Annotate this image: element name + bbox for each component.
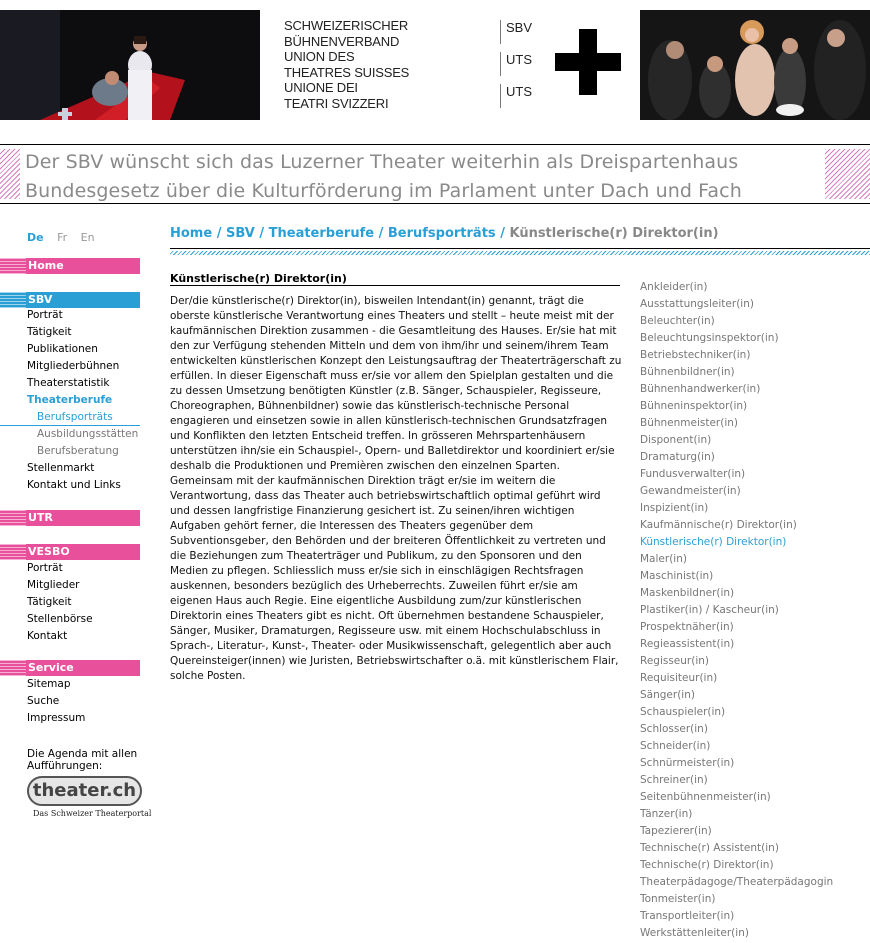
breadcrumb-separator: / (259, 226, 265, 241)
profession-link[interactable]: Dramaturg(in) (640, 451, 715, 463)
nav-item-publikationen[interactable]: Publikationen (27, 343, 98, 355)
profession-link[interactable]: Plastiker(in) / Kascheur(in) (640, 604, 779, 616)
breadcrumb-hatch-decoration (170, 251, 870, 255)
profession-link[interactable]: Ankleider(in) (640, 281, 708, 293)
breadcrumb-home[interactable]: Home (170, 226, 213, 241)
profession-link[interactable]: Technische(r) Assistent(in) (640, 842, 779, 854)
profession-link[interactable]: Technische(r) Direktor(in) (640, 859, 774, 871)
breadcrumb-berufsportraets[interactable]: Berufsporträts (387, 226, 496, 241)
article-body: Der/die künstlerische(r) Direktor(in), bisweilen Intendant(in) genannt, trägt die oberste künstlerische Verantwortung eines Theaters und stellt – heute meist mit der kaufmännischen Direktion zusammen - die Gesamtleitung des Hauses. Er/sie hat mit den zur Verfügung stehenden Mitteln und dem von ihm/ihr und seinem/ihrem Team entwickelten künstlerischen Konzept den Leistungsauftrag der Theaterträgerschaft zu erfüllen. In dieser Eigenschaft muss er/sie vor allem den Spielplan gestalten und die zu dessen Umsetzung benötigten Künstler (z.B. Sänger, Schauspieler, Regisseure, Choreographen, Bühnenbildner) sowie das künstlerisch-technische Personal engagieren und einsetzen sowie in allen künstlerisch-technischen Grundsatzfragen und Konflikten den letzten Entscheid treffen. In grösseren Mehrspartenhäusern unterstützen ihn/sie ein Schauspiel-, Opern- und Balletdirektor und koordiniert er/sie deshalb die Produktionen und Premièren zwischen den einzelnen Sparten. Gemeinsam mit der kaufmännischen Direktion trägt er/sie im weitern die Verantwortung, dass das Theater auch betriebswirtschaftlich optimal geführt wird und dessen langfristige Finanzierung gesichert ist. Zu seinen/ihren wichtigen Aufgaben gehört ferner, die Interessen des Theaters gegenüber dem Subventionsgeber, den Behörden und der breiteren Öffentlichkeit zu vertreten und die Beziehungen zum Theaterträger und Publikum, zu den Sponsoren und den Medien zu pflegen. Schliesslich muss er/sie sich in einschlägigen Rechtsfragen auskennen, besonders bezüglich des Urheberrechts. Zuweilen führt er/sie am eigenen Haus auch Regie. Eine eigentliche Ausbildung zum/zur künstlerischen Direktorin eines Theaters gibt es nicht. Oft übernehmen bestandene Schauspieler, Sänger, Musiker, Dramaturgen, Regisseure usw. mit einem Hochschulabschluss in Sprach-, Literatur-, Kunst-, Theater- oder Musikwissenschaft, gelegentlich aber auch Quereinsteiger(innen) wie Juristen, Betriebswirtschafter o.ä. mit künstlerischem Flair, solche Posten. (170, 295, 622, 682)
ticker-headline[interactable]: Der SBV wünscht sich das Luzerner Theater weiterhin als Dreispartenhaus (25, 151, 739, 173)
ticker-hatch-decoration (825, 149, 870, 199)
nav-utr[interactable]: UTR (0, 510, 140, 526)
breadcrumb-separator: / (500, 226, 505, 241)
profession-link[interactable]: Tänzer(in) (640, 808, 693, 820)
lang-de-link[interactable]: De (27, 231, 44, 244)
breadcrumb-current: Künstlerische(r) Direktor(in) (509, 226, 719, 241)
org-name-line: SCHWEIZERISCHER (284, 18, 409, 33)
swiss-cross-logo[interactable] (555, 29, 621, 95)
profession-link[interactable]: Theaterpädagoge/Theaterpädagogin (640, 876, 834, 888)
profession-link[interactable]: Maskenbildner(in) (640, 587, 735, 599)
profession-link[interactable]: Schnürmeister(in) (640, 757, 735, 769)
theater-ch-tagline: Das Schweizer Theaterportal (33, 809, 152, 818)
profession-link[interactable]: Schauspieler(in) (640, 706, 726, 718)
profession-link[interactable]: Ausstattungsleiter(in) (640, 298, 754, 310)
divider (500, 84, 501, 108)
org-name-line: UNIONE DEI (284, 80, 358, 96)
page-title: Künstlerische(r) Direktor(in) (170, 272, 347, 285)
nav-sbv-list (27, 307, 138, 494)
nav-item-stellenmarkt[interactable]: Stellenmarkt (27, 462, 95, 474)
abbr-uts-2: UTS (506, 84, 532, 99)
divider (500, 20, 501, 44)
header-photo-opera-scene (0, 10, 260, 120)
profession-link[interactable]: Schreiner(in) (640, 774, 708, 786)
nav-item-stellenboerse[interactable]: Stellenbörse (27, 613, 93, 625)
nav-item-vesbo-kontakt[interactable]: Kontakt (27, 630, 68, 642)
profession-link[interactable]: Schlosser(in) (640, 723, 708, 735)
nav-subitem-berufsberatung[interactable]: Berufsberatung (37, 445, 119, 457)
nav-item-mitglieder[interactable]: Mitglieder (27, 579, 80, 591)
breadcrumb-separator: / (216, 226, 222, 241)
profession-link[interactable]: Beleuchtungsinspektor(in) (640, 332, 779, 344)
profession-link[interactable]: Kaufmännische(r) Direktor(in) (640, 519, 797, 531)
org-name-line: BÜHNENVERBAND (284, 33, 400, 49)
profession-link[interactable]: Künstlerische(r) Direktor(in) (640, 536, 787, 548)
breadcrumb-theaterberufe[interactable]: Theaterberufe (268, 226, 375, 241)
profession-link[interactable]: Tapezierer(in) (640, 825, 712, 837)
ticker-hatch-decoration (0, 149, 20, 199)
theater-ch-logo-text: theater.ch (27, 776, 142, 806)
profession-link[interactable]: Bühnenhandwerker(in) (640, 383, 761, 395)
nav-subitem-ausbildungsstaetten[interactable]: Ausbildungsstätten (37, 428, 139, 440)
profession-link[interactable]: Gewandmeister(in) (640, 485, 741, 497)
profession-link[interactable]: Bühnenmeister(in) (640, 417, 739, 429)
profession-link[interactable]: Regieassistent(in) (640, 638, 735, 650)
nav-vesbo[interactable]: VESBO (0, 544, 140, 560)
nav-service-list (27, 676, 85, 727)
ticker-headline[interactable]: Bundesgesetz über die Kulturförderung im Parlament unter Dach und Fach (25, 180, 742, 202)
nav-item-vesbo-portrait[interactable]: Porträt (27, 562, 63, 574)
profession-link[interactable]: Regisseur(in) (640, 655, 710, 667)
nav-service[interactable]: Service (0, 660, 140, 676)
nav-home[interactable]: Home (0, 258, 140, 274)
lang-en-link[interactable]: En (80, 231, 95, 244)
profession-link[interactable]: Inspizient(in) (640, 502, 709, 514)
breadcrumb-separator: / (378, 226, 384, 241)
nav-item-sitemap[interactable]: Sitemap (27, 678, 71, 690)
breadcrumb-rule (170, 248, 870, 249)
agenda-promo-text: Die Agenda mit allen Aufführungen: (27, 748, 138, 772)
profession-link[interactable]: Werkstättenleiter(in) (640, 927, 749, 939)
profession-link[interactable]: Seitenbühnenmeister(in) (640, 791, 771, 803)
organisation-names (284, 18, 494, 112)
theater-ch-logo[interactable] (27, 776, 152, 820)
profession-link[interactable]: Betriebstechniker(in) (640, 349, 751, 361)
abbr-sbv: SBV (506, 20, 533, 35)
professions-list (640, 279, 833, 942)
nav-sbv[interactable]: SBV (0, 292, 140, 308)
nav-vesbo-list (27, 560, 93, 645)
lang-fr-link[interactable]: Fr (57, 231, 68, 244)
divider (500, 52, 501, 76)
breadcrumb-sbv[interactable]: SBV (226, 226, 255, 241)
breadcrumb (170, 226, 719, 241)
org-name-line: UNION DES (284, 49, 355, 65)
nav-item-kontakt-links[interactable]: Kontakt und Links (27, 479, 121, 491)
profession-link[interactable]: Disponent(in) (640, 434, 712, 446)
nav-item-vesbo-taetigkeit[interactable]: Tätigkeit (27, 596, 72, 608)
nav-item-mitgliederbuehnen[interactable]: Mitgliederbühnen (27, 360, 120, 372)
profession-link[interactable]: Beleuchter(in) (640, 315, 715, 327)
language-switcher (27, 231, 105, 244)
nav-item-impressum[interactable]: Impressum (27, 712, 86, 724)
nav-item-portrait[interactable]: Porträt (27, 309, 63, 321)
profession-link[interactable]: Prospektnäher(in) (640, 621, 734, 633)
active-subitem-underline (0, 425, 140, 426)
profession-link[interactable]: Fundusverwalter(in) (640, 468, 746, 480)
nav-item-taetigkeit[interactable]: Tätigkeit (27, 326, 72, 338)
org-name-line: TEATRI SVIZZERI (284, 95, 389, 111)
profession-link[interactable]: Bühneninspektor(in) (640, 400, 748, 412)
title-rule (170, 285, 620, 286)
news-ticker (0, 144, 870, 204)
profession-link[interactable]: Tonmeister(in) (640, 893, 716, 905)
abbr-uts: UTS (506, 52, 532, 67)
nav-subitem-berufsportraets[interactable]: Berufsporträts (37, 411, 113, 423)
site-header (0, 0, 870, 130)
organisation-abbreviations (500, 18, 540, 113)
profession-link[interactable]: Sänger(in) (640, 689, 695, 701)
profession-link[interactable]: Maler(in) (640, 553, 687, 565)
profession-link[interactable]: Transportleiter(in) (640, 910, 735, 922)
profession-link[interactable]: Maschinist(in) (640, 570, 714, 582)
org-name-line: THEATRES SUISSES (284, 64, 410, 80)
nav-item-theaterberufe[interactable]: Theaterberufe (27, 394, 113, 406)
nav-item-suche[interactable]: Suche (27, 695, 60, 707)
header-photo-theatre-scene (640, 10, 870, 120)
profession-link[interactable]: Schneider(in) (640, 740, 711, 752)
profession-link[interactable]: Requisiteur(in) (640, 672, 718, 684)
nav-item-theaterstatistik[interactable]: Theaterstatistik (27, 377, 110, 389)
profession-link[interactable]: Bühnenbildner(in) (640, 366, 735, 378)
